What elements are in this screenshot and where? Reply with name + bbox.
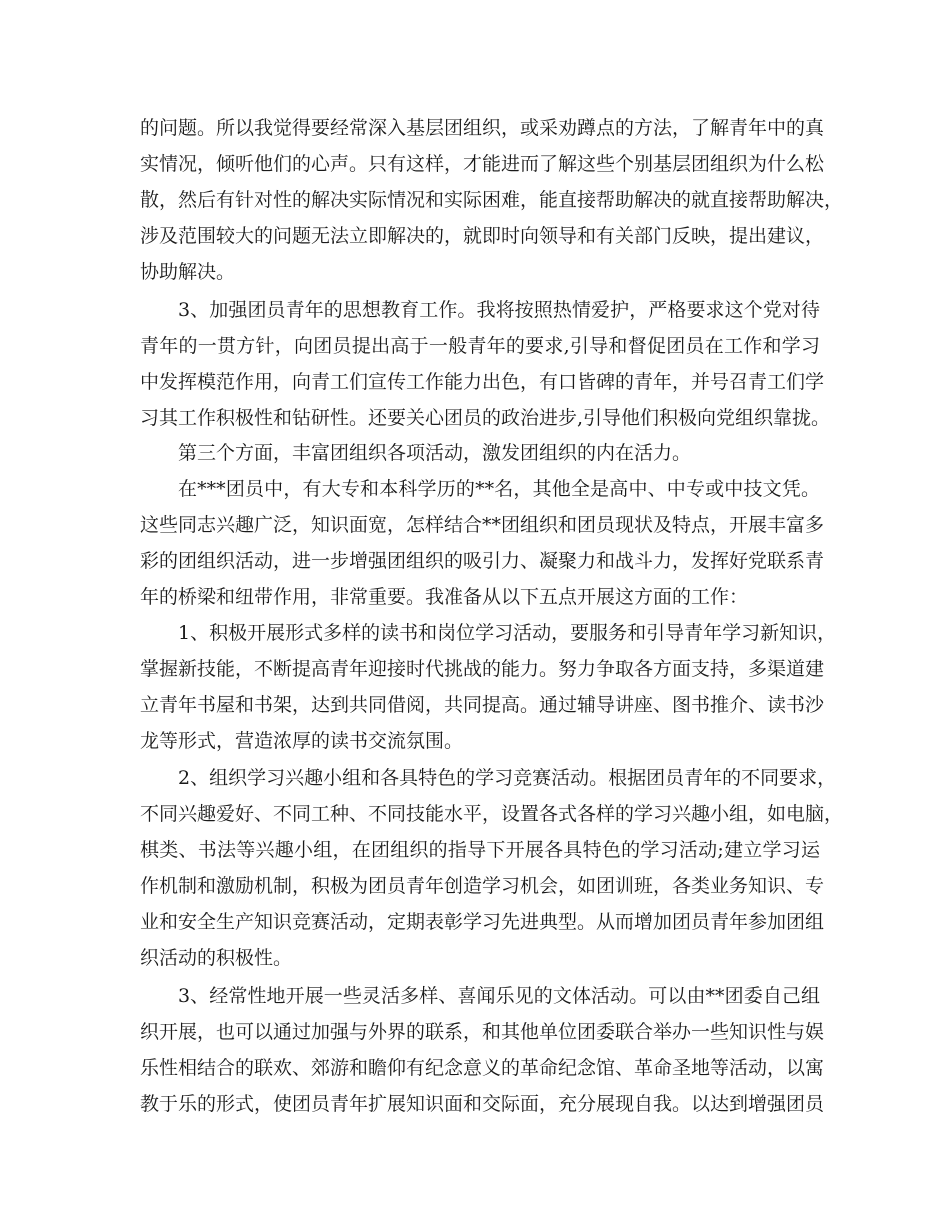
text-line: 涉及范围较大的问题无法立即解决的，就即时向领导和有关部门反映，提出建议， [140, 225, 825, 247]
text-line: 作机制和激励机制，积极为团员青年创造学习机会，如团训班，各类业务知识、专 [140, 875, 825, 897]
text-line: 不同兴趣爱好、不同工种、不同技能水平，设置各式各样的学习兴趣小组，如电脑， [140, 803, 844, 825]
text-line: 龙等形式，营造浓厚的读书交流氛围。 [140, 730, 464, 752]
text-line: 实情况，倾听他们的心声。只有这样，才能进而了解这些个别基层团组织为什么松 [140, 153, 825, 175]
text-line: 年的桥梁和纽带作用，非常重要。我准备从以下五点开展这方面的工作： [140, 586, 749, 608]
paragraph-first-line: 3、经常性地开展一些灵活多样、喜闻乐见的文体活动。可以由**团委自己组 [178, 985, 820, 1007]
text-line: 青年的一贯方针，向团员提出高于一般青年的要求,引导和督促团员在工作和学习 [140, 335, 820, 357]
text-line: 立青年书屋和书架，达到共同借阅，共同提高。通过辅导讲座、图书推介、读书沙 [140, 694, 825, 716]
paragraph-first-line: 3、加强团员青年的思想教育工作。我将按照热情爱护，严格要求这个党对待 [178, 299, 820, 321]
text-line: 协助解决。 [140, 261, 236, 283]
paragraph-first-line: 在***团员中，有大专和本科学历的**名，其他全是高中、中专或中技文凭。 [178, 478, 820, 500]
text-line: 教于乐的形式，使团员青年扩展知识面和交际面，充分展现自我。以达到增强团员 [140, 1093, 825, 1115]
section-heading: 第三个方面，丰富团组织各项活动，激发团组织的内在活力。 [178, 442, 692, 464]
text-line: 散，然后有针对性的解决实际情况和实际困难，能直接帮助解决的就直接帮助解决， [140, 189, 844, 211]
text-line: 业和安全生产知识竞赛活动，定期表彰学习先进典型。从而增加团员青年参加团组 [140, 911, 825, 933]
paragraph-first-line: 1、积极开展形式多样的读书和岗位学习活动，要服务和引导青年学习新知识， [178, 622, 837, 644]
text-line: 中发挥模范作用，向青工们宣传工作能力出色，有口皆碑的青年，并号召青工们学 [140, 371, 825, 393]
text-line: 这些同志兴趣广泛，知识面宽，怎样结合**团组织和团员现状及特点，开展丰富多 [140, 514, 825, 536]
text-line: 的问题。所以我觉得要经常深入基层团组织，或采劝蹲点的方法，了解青年中的真 [140, 117, 825, 139]
text-line: 掌握新技能，不断提高青年迎接时代挑战的能力。努力争取各方面支持，多渠道建 [140, 658, 825, 680]
paragraph-first-line: 2、组织学习兴趣小组和各具特色的学习竞赛活动。根据团员青年的不同要求， [178, 767, 837, 789]
text-line: 乐性相结合的联欢、郊游和瞻仰有纪念意义的革命纪念馆、革命圣地等活动，以寓 [140, 1057, 825, 1079]
text-line: 彩的团组织活动，进一步增强团组织的吸引力、凝聚力和战斗力，发挥好党联系青 [140, 550, 825, 572]
text-line: 织活动的积极性。 [140, 947, 293, 969]
text-line: 习其工作积极性和钻研性。还要关心团员的政治进步,引导他们积极向党组织靠拢。 [140, 407, 831, 429]
text-line: 织开展，也可以通过加强与外界的联系，和其他单位团委联合举办一些知识性与娱 [140, 1021, 825, 1043]
text-line: 棋类、书法等兴趣小组，在团组织的指导下开展各具特色的学习活动;建立学习运 [140, 839, 820, 861]
